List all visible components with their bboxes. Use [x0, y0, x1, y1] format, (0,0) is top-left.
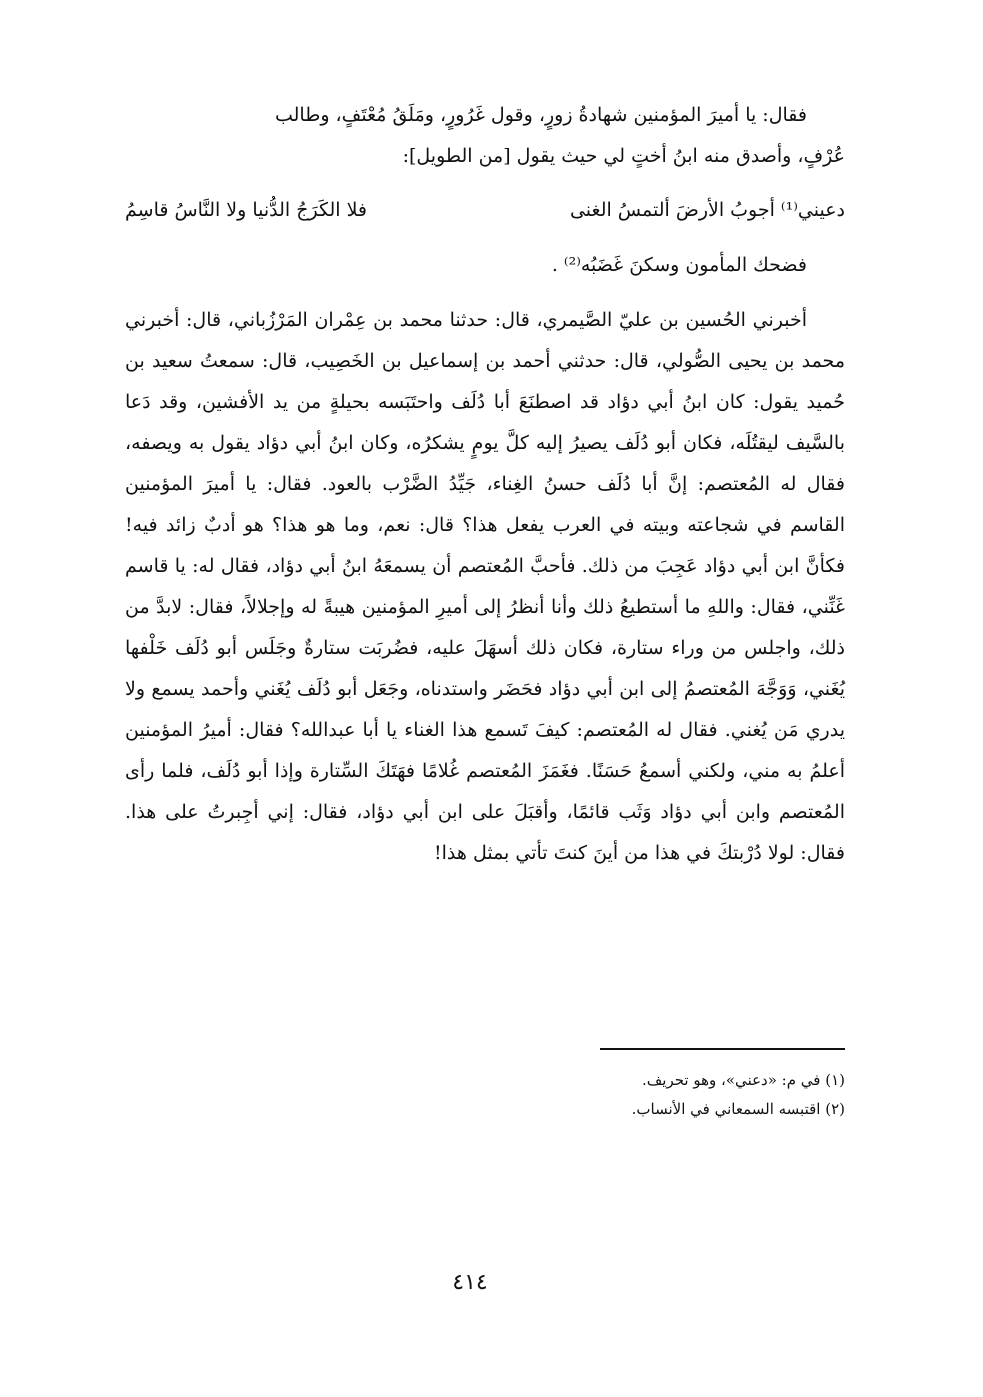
- page-number: ٤١٤: [452, 1270, 488, 1295]
- verse-line: [125, 190, 845, 231]
- main-paragraph: أخبرني الحُسين بن عليّ الصَّيمري، قال: حدثنا محمد بن عِمْران المَرْزُباني، قال: أخبرني محمد بن يحيى الصُّولي، قال: حدثني أحمد بن إسماعيل بن الخَصِيب، قال: سمعتُ سعيد بن حُميد يقول: كان ابنُ أبي دؤاد قد اصطنَعَ أبا دُلَف واحتَبَسه بحيلةٍ من يد الأفشين، وقد دَعا بالسَّيف ليقتُلَه، فكان أبو دُلَف يصيرُ إليه كلَّ يومٍ يشكرُه، وكان ابنُ أبي دؤاد يقول به ويصفه، فقال له المُعتصم: إنَّ أبا دُلَف حسنُ الغِناء، جَيِّدُ الضَّرْب بالعود. فقال: يا أميرَ المؤمنين القاسم في شجاعته وبيته في العرب يفعل هذا؟ قال: نعم، وما هو هذا؟ هو أدبٌ زائد فيه! فكأنَّ ابن أبي دؤاد عَجِبَ من ذلك. فأحبَّ المُعتصم أن يسمعَهُ ابنُ أبي دؤاد، فقال له: يا قاسم غَنِّني، فقال: واللهِ ما أستطيعُ ذلك وأنا أنظرُ إلى أميرِ المؤمنين هيبةً له وإجلالاً، فقال: لابدَّ من ذلك، واجلس من وراء ستارة، فكان ذلك أسهَلَ عليه، فضُربَت ستارةٌ وجَلَس أبو دُلَف خَلْفها يُغَني، وَوَجَّهَ المُعتصمُ إلى ابن أبي دؤاد فحَضَر واستدناه، وجَعَل أبو دُلَف يُغَني وأحمد يسمع ولا يدري مَن يُغني. فقال له المُعتصم: كيفَ تَسمع هذا الغناء يا أبا عبدالله؟ فقال: أميرُ المؤمنين أعلمُ به مني، ولكني أسمعُ حَسَنًا. فغَمَزَ المُعتصم غُلامًا فهَتَكَ السِّتارة وإذا أبو دُلَف، فلما رأى المُعتصم وابن أبي دؤاد وَثَب قائمًا، وأقبَلَ على ابن أبي دؤاد، فقال: إني أجِبرتُ على هذا. فقال: لولا دُرْبتكَ في هذا من أينَ كنتَ تأتي بمثل هذا!: [125, 309, 845, 864]
- footnotes: [420, 1066, 845, 1124]
- poem-verse: [125, 190, 845, 231]
- footnote-separator: [600, 1048, 845, 1050]
- intro-text: [125, 95, 845, 177]
- intro-line-2: عُرْفٍ، وأصدق منه ابنُ أختٍ لي حيث يقول [من الطويل]:: [402, 145, 845, 167]
- verse-second-hemistich: فلا الكَرَجُ الدُّنيا ولا النَّاسُ قاسِمُ: [125, 199, 368, 221]
- intro-line-1: فقال: يا أميرَ المؤمنين شهادةُ زورٍ، وقول غَرُورٍ، ومَلَقُ مُعْتَفٍ، وطالب: [274, 104, 807, 126]
- verse-conclusion: فضحك المأمون وسكنَ غَضَبُه⁽²⁾ .: [551, 254, 807, 276]
- verse-first-hemistich: دعيني⁽¹⁾ أجوبُ الأرضَ ألتمسُ الغنى: [569, 199, 845, 221]
- footnote-2: (٢) اقتبسه السمعاني في الأنساب.: [631, 1100, 845, 1118]
- main-text: [125, 300, 845, 874]
- footnote-1: (١) في م: «دعني»، وهو تحريف.: [642, 1071, 845, 1089]
